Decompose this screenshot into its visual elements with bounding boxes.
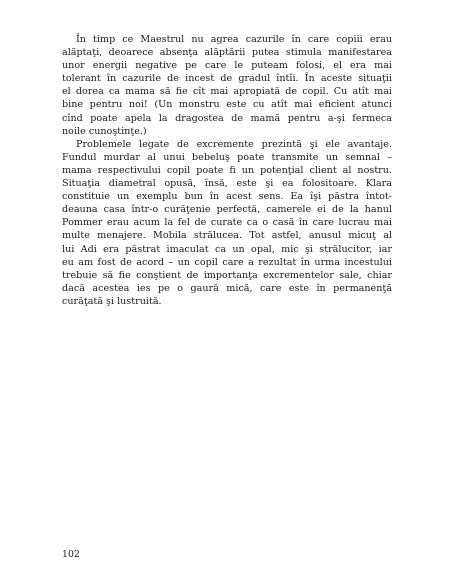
text-line: În timp ce Maestrul nu agrea cazurile în care copiii erau xyxy=(76,34,392,45)
text-line: Pommer erau acum la fel de curate ca o casă în care lucrau mai xyxy=(62,217,392,229)
text-line: Situaţia diametral opusă, însă, este şi ea folositoare. Klara xyxy=(62,178,392,190)
paragraph-2 xyxy=(62,138,392,308)
text-line: noile cunoştinţe.) xyxy=(62,125,147,137)
paragraph-1 xyxy=(62,33,392,138)
body-text xyxy=(62,33,392,308)
text-line: bine pentru noi! (Un monstru este cu atît mai eficient atunci xyxy=(62,99,392,111)
text-line: trebuie să fie conştient de importanţa excrementelor sale, chiar xyxy=(62,269,392,281)
text-line: lui Adi era păstrat imaculat ca un opal, mic şi strălucitor, iar xyxy=(62,243,392,255)
text-line: tolerant în cazurile de incest de gradul întîi. În aceste situaţii xyxy=(62,73,392,85)
text-line: mama respectivului copil poate fi un potenţial client al nostru. xyxy=(62,164,392,176)
text-line: cînd poate apela la dragostea de mamă pentru a-şi fermeca xyxy=(62,112,392,124)
text-line: deauna casa într-o curăţenie perfectă, camerele ei de la hanul xyxy=(62,204,392,216)
text-line: eu am fost de acord – un copil care a rezultat în urma incestului xyxy=(62,256,392,268)
text-line: Fundul murdar al unui bebeluş poate transmite un semnal – xyxy=(62,151,392,163)
text-line: el dorea ca mama să fie cît mai apropiată de copil. Cu atît mai xyxy=(62,86,392,98)
text-line: constituie un exemplu bun în acest sens. Ea îşi păstra întot- xyxy=(62,191,392,203)
text-line: Problemele legate de excremente prezintă şi ele avantaje. xyxy=(76,138,392,150)
text-line: unor energii negative pe care le puteam folosi, el era mai xyxy=(62,60,392,72)
page-number: 102 xyxy=(62,549,80,560)
text-line: dacă acestea ies pe o gaură mică, care este în permanenţă xyxy=(62,282,392,294)
text-line: curăţată şi lustruită. xyxy=(62,295,162,307)
text-line: alăptaţi, deoarece absenţa alăptării putea stimula manifestarea xyxy=(62,47,392,59)
text-line: multe menajere. Mobila strălucea. Tot astfel, anusul micuţ al xyxy=(62,230,392,242)
